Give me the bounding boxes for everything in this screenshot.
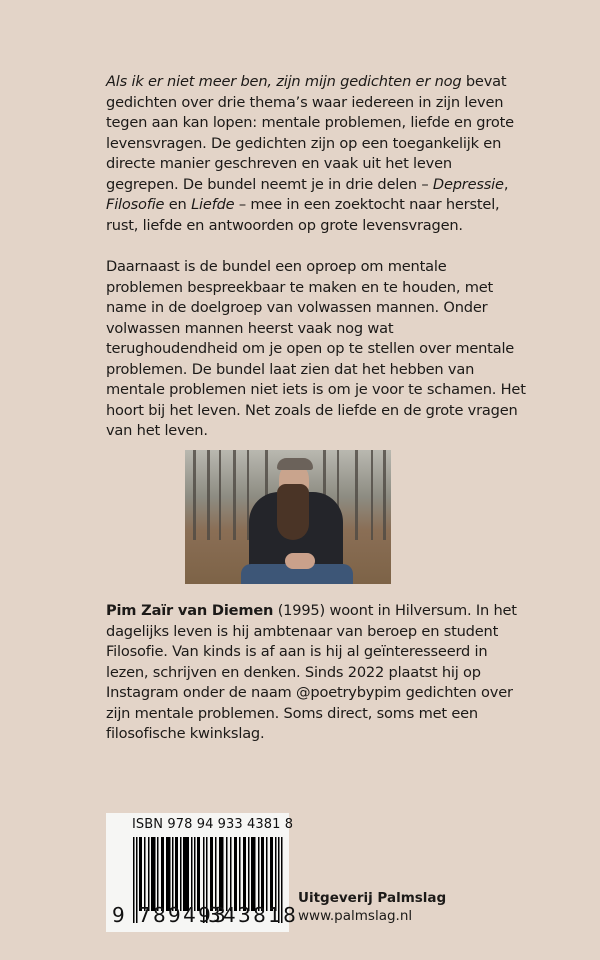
ean-first-digit: 9	[112, 903, 125, 927]
author-bio	[106, 601, 526, 745]
separator: en	[164, 196, 192, 213]
person-beard	[277, 484, 309, 540]
person-hands	[285, 553, 315, 569]
blurb-paragraph-1	[106, 72, 526, 236]
person-cap	[277, 458, 313, 470]
blurb-text: – mee in een zoektocht naar herstel, rust, liefde en antwoorden op grote levensvragen.	[106, 196, 500, 234]
separator: ,	[503, 175, 509, 193]
part-filosofie: Filosofie	[106, 196, 165, 213]
blurb-text: bevat gedichten over drie thema’s waar iedereen in zijn leven tegen aan kan lopen: mentale problemen, liefde en grote levensvragen. De gedichten zijn op een toegankelijk en directe manier geschreven en vaak uit het leven gegrepen. De bundel neemt je in drie delen –	[106, 73, 514, 193]
book-title: Als ik er niet meer ben, zijn mijn gedichten er nog	[106, 73, 462, 90]
author-name: Pim Zaïr van Diemen	[106, 602, 274, 619]
isbn-barcode	[106, 813, 299, 932]
ean-digits	[106, 903, 299, 929]
publisher-info	[298, 889, 446, 925]
part-liefde: Liefde	[191, 196, 235, 213]
ean-left-digits: 789493	[138, 903, 229, 927]
ean-right-digits: 343818	[208, 903, 299, 927]
author-photo	[185, 450, 391, 584]
part-depressie: Depressie	[432, 175, 504, 193]
isbn-label: ISBN 978 94 933 4381 8	[132, 817, 294, 832]
author-bio-text: (1995) woont in Hilversum. In het dagelijks leven is hij ambtenaar van beroep en student Filosofie. Van kinds is af aan is hij al geïnteresseerd in lezen, schrijven en denken. Sinds 2022 plaatst hij op Instagram onder de naam @poetrybypim gedichten over zijn mentale problemen. Soms direct, soms met een filosofische kwinkslag.	[106, 602, 517, 742]
blurb-paragraph-2: Daarnaast is de bundel een oproep om mentale problemen bespreekbaar te maken en te houden, met name in de doelgroep van volwassen mannen. Onder volwassen mannen heerst vaak nog wat terughoudendheid om je open op te stellen over mentale problemen. De bundel laat zien dat het hebben van mentale problemen niet iets is om je voor te schamen. Het hoort bij het leven. Net zoals de liefde en de grote vragen van het leven.	[106, 258, 526, 439]
publisher-url[interactable]: www.palmslag.nl	[298, 908, 413, 924]
publisher-name: Uitgeverij Palmslag	[298, 890, 447, 906]
